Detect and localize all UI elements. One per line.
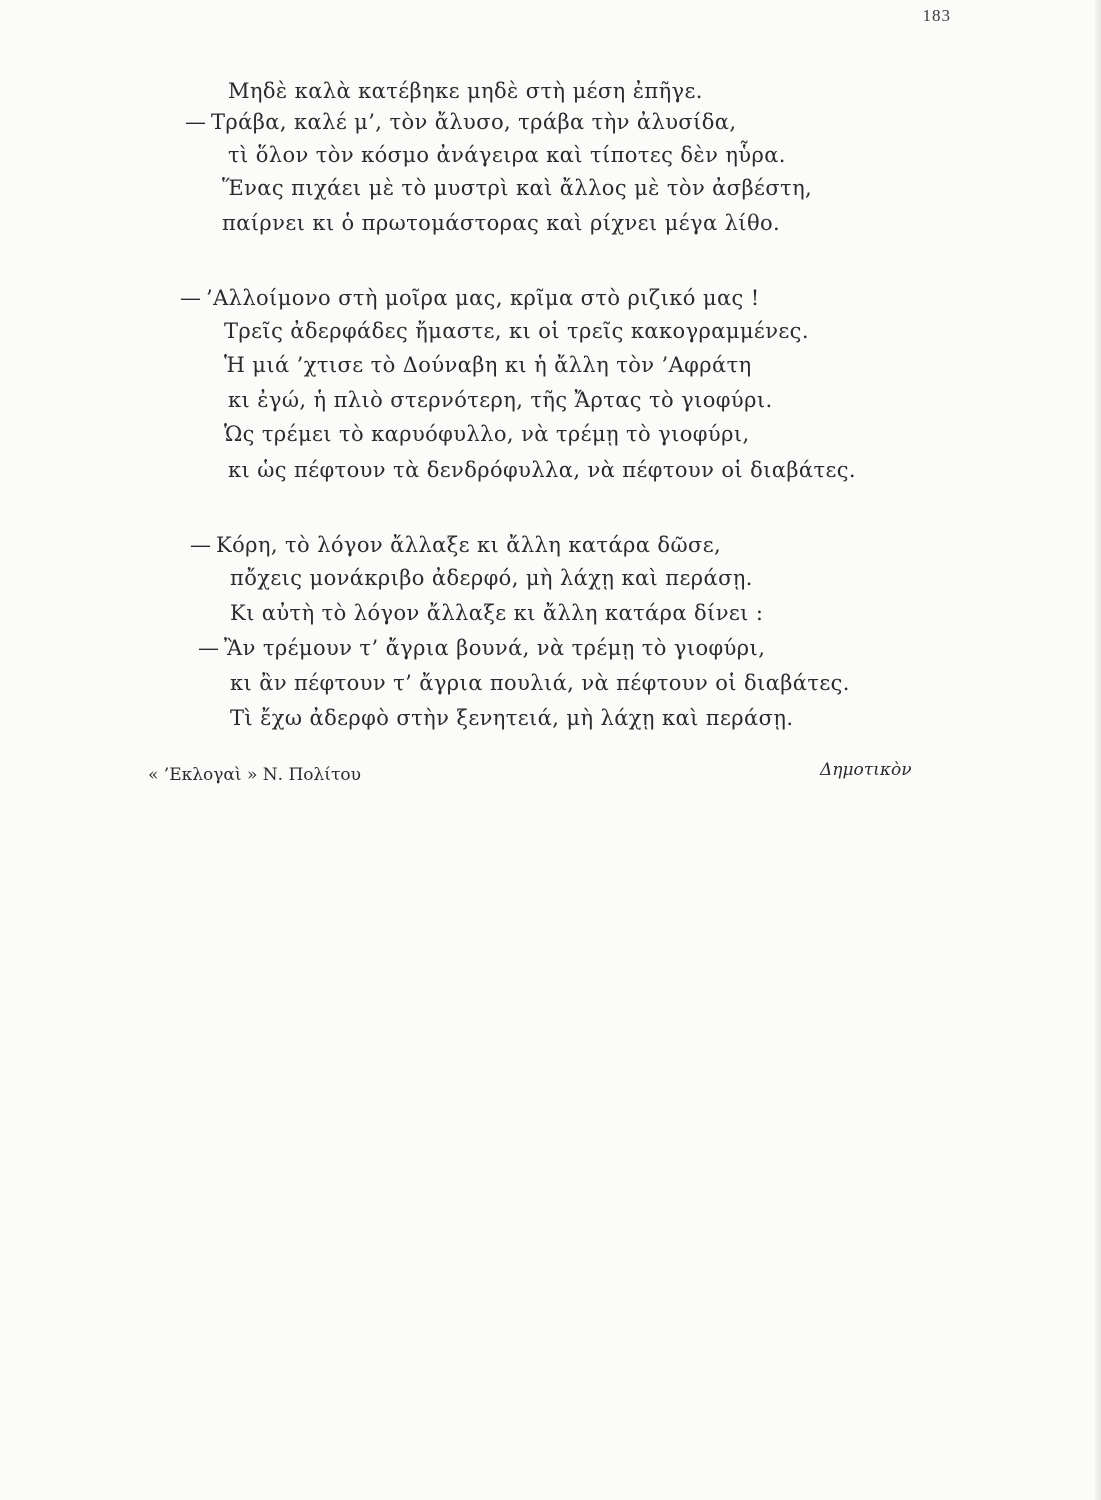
line-text: Κόρη, τὸ λόγον ἄλλαξε κι ἄλλη κατάρα δῶσε, xyxy=(216,533,722,557)
poem-line xyxy=(222,175,812,201)
poem-line xyxy=(230,705,793,731)
poem-line xyxy=(198,635,765,661)
page-number: 183 xyxy=(922,6,951,25)
line-text: κι ὡς πέφτουν τὰ δενδρόφυλλα, νὰ πέφτουν οἱ διαβάτες. xyxy=(228,458,857,482)
line-dash: — xyxy=(180,286,202,310)
line-text: παίρνει κι ὁ πρωτομάστορας καὶ ρίχνει μέγα λίθο. xyxy=(222,211,781,235)
line-text: Τὶ ἔχω ἀδερφὸ στὴν ξενητειά, μὴ λάχῃ καὶ περάσῃ. xyxy=(230,706,794,730)
line-text: Ἕνας πιχάει μὲ τὸ μυστρὶ καὶ ἄλλος μὲ τὸν ἀσβέστη, xyxy=(222,176,813,200)
line-dash: — xyxy=(185,110,207,134)
poem-line xyxy=(230,600,763,626)
line-text: Ἂν τρέμουν τ’ ἄγρια βουνά, νὰ τρέμῃ τὸ γιοφύρι, xyxy=(224,636,766,660)
poem-line xyxy=(185,109,736,135)
poem-line xyxy=(180,285,760,311)
line-text: Ὡς τρέμει τὸ καρυόφυλλο, νὰ τρέμῃ τὸ γιοφύρι, xyxy=(224,422,750,446)
line-text: κι ἂν πέφτουν τ’ ἄγρια πουλιά, νὰ πέφτουν οἱ διαβάτες. xyxy=(230,671,850,695)
poem-line xyxy=(190,532,721,558)
line-text: κι ἐγώ, ἡ πλιὸ στερνότερη, τῆς Ἄρτας τὸ γιοφύρι. xyxy=(228,388,773,412)
line-text: Τράβα, καλέ μ’, τὸν ἄλυσο, τράβα τὴν ἀλυσίδα, xyxy=(211,110,737,134)
poem-line xyxy=(230,565,753,591)
source-citation: « ’Εκλογαὶ » Ν. Πολίτου xyxy=(148,765,361,785)
line-dash: — xyxy=(198,636,220,660)
line-text: Κι αὐτὴ τὸ λόγον ἄλλαξε κι ἄλλη κατάρα δίνει : xyxy=(230,601,764,625)
poem-line xyxy=(224,318,809,344)
line-text: ’Αλλοίμονο στὴ μοῖρα μας, κρῖμα στὸ ριζικό μας ! xyxy=(206,286,760,310)
page-edge xyxy=(1095,0,1101,1500)
poem-line xyxy=(228,78,703,104)
poem-line xyxy=(224,421,750,447)
poem-line xyxy=(228,457,856,483)
poem-line xyxy=(230,670,850,696)
line-text: Μηδὲ καλὰ κατέβηκε μηδὲ στὴ μέση ἐπῆγε. xyxy=(228,79,703,103)
line-text: Τρεῖς ἀδερφάδες ἤμαστε, κι οἱ τρεῖς κακογραμμένες. xyxy=(224,319,809,343)
line-text: πὄχεις μονάκριβο ἀδερφό, μὴ λάχῃ καὶ περάσῃ. xyxy=(230,566,753,590)
genre-label: Δημοτικὸν xyxy=(820,760,912,780)
poem-line xyxy=(222,210,780,236)
poem-line xyxy=(228,387,773,413)
line-text: τὶ ὅλον τὸν κόσμο ἀνάγειρα καὶ τίποτες δὲν ηὗρα. xyxy=(228,143,786,167)
poem-line xyxy=(228,142,786,168)
poem-line xyxy=(224,352,752,378)
line-dash: — xyxy=(190,533,212,557)
line-text: Ἡ μιά ’χτισε τὸ Δούναβη κι ἡ ἄλλη τὸν ’Αφράτη xyxy=(224,353,752,377)
